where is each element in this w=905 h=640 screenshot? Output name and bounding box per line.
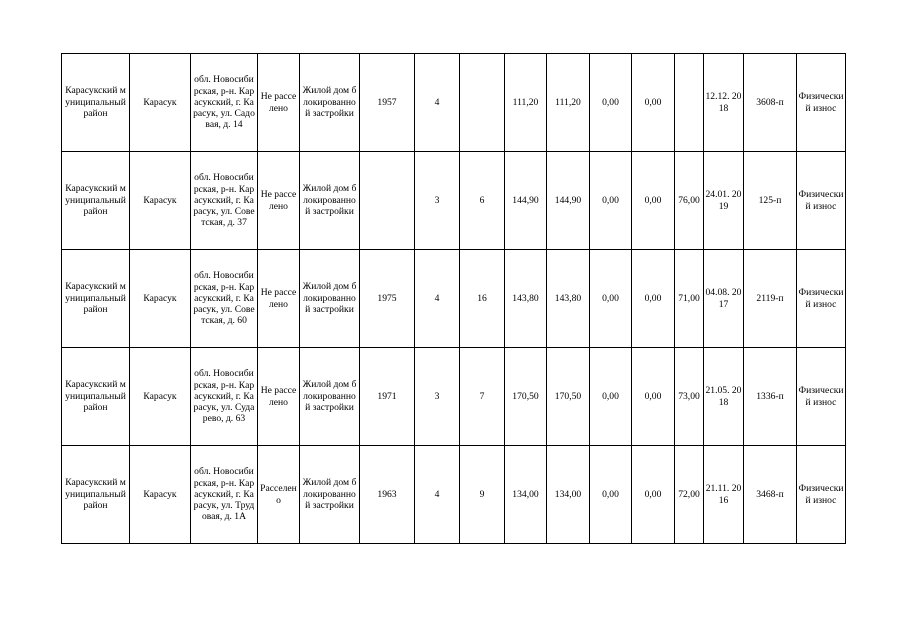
settlement-cell: Карасук [130, 250, 191, 348]
wear-cell [675, 54, 704, 152]
year-cell: 1963 [360, 446, 415, 544]
building-type-cell: Жилой дом блокированной застройки [300, 54, 360, 152]
district-cell: Карасукский муниципальный район [62, 446, 130, 544]
total-area-cell: 111,20 [505, 54, 547, 152]
wear-cell: 71,00 [675, 250, 704, 348]
total-area-cell: 144,90 [505, 152, 547, 250]
decision-number-cell: 2119-п [744, 250, 797, 348]
address-cell: обл. Новосибирская, р-н. Карасукский, г. Карасук, ул. Советская, д. 37 [191, 152, 258, 250]
decision-number-cell: 3468-п [744, 446, 797, 544]
emergency-area-cell: 143,80 [547, 250, 590, 348]
reason-cell: Физический износ [797, 250, 846, 348]
district-cell: Карасукский муниципальный район [62, 152, 130, 250]
table-row [62, 250, 846, 348]
status-cell: Не расселено [258, 54, 300, 152]
emergency-area-cell: 134,00 [547, 446, 590, 544]
district-cell: Карасукский муниципальный район [62, 54, 130, 152]
resettled-area-cell: 0,00 [590, 152, 632, 250]
district-cell: Карасукский муниципальный район [62, 250, 130, 348]
remaining-area-cell: 0,00 [632, 152, 675, 250]
decision-number-cell: 1336-п [744, 348, 797, 446]
building-type-cell: Жилой дом блокированной застройки [300, 348, 360, 446]
residents-cell: 9 [460, 446, 505, 544]
settlement-cell: Карасук [130, 152, 191, 250]
emergency-area-cell: 170,50 [547, 348, 590, 446]
resettled-area-cell: 0,00 [590, 250, 632, 348]
residents-cell: 7 [460, 348, 505, 446]
address-cell: обл. Новосибирская, р-н. Карасукский, г. Карасук, ул. Советская, д. 60 [191, 250, 258, 348]
status-cell: Не расселено [258, 348, 300, 446]
status-cell: Не расселено [258, 152, 300, 250]
building-type-cell: Жилой дом блокированной застройки [300, 446, 360, 544]
settlement-cell: Карасук [130, 348, 191, 446]
residents-cell: 6 [460, 152, 505, 250]
reason-cell: Физический износ [797, 446, 846, 544]
settlement-cell: Карасук [130, 54, 191, 152]
district-cell: Карасукский муниципальный район [62, 348, 130, 446]
decision-date-cell: 21.05. 2018 [704, 348, 744, 446]
floors-cell: 4 [415, 250, 460, 348]
table-row [62, 446, 846, 544]
remaining-area-cell: 0,00 [632, 348, 675, 446]
total-area-cell: 170,50 [505, 348, 547, 446]
status-cell: Расселено [258, 446, 300, 544]
reason-cell: Физический износ [797, 54, 846, 152]
table-row [62, 54, 846, 152]
remaining-area-cell: 0,00 [632, 446, 675, 544]
year-cell: 1957 [360, 54, 415, 152]
address-cell: обл. Новосибирская, р-н. Карасукский, г. Карасук, ул. Сударево, д. 63 [191, 348, 258, 446]
wear-cell: 73,00 [675, 348, 704, 446]
table-row [62, 152, 846, 250]
resettled-area-cell: 0,00 [590, 348, 632, 446]
year-cell [360, 152, 415, 250]
floors-cell: 4 [415, 54, 460, 152]
remaining-area-cell: 0,00 [632, 54, 675, 152]
emergency-area-cell: 144,90 [547, 152, 590, 250]
total-area-cell: 143,80 [505, 250, 547, 348]
table-body [62, 54, 846, 544]
reason-cell: Физический износ [797, 348, 846, 446]
housing-table [61, 53, 846, 544]
wear-cell: 76,00 [675, 152, 704, 250]
decision-date-cell: 24.01. 2019 [704, 152, 744, 250]
settlement-cell: Карасук [130, 446, 191, 544]
floors-cell: 4 [415, 446, 460, 544]
reason-cell: Физический износ [797, 152, 846, 250]
building-type-cell: Жилой дом блокированной застройки [300, 250, 360, 348]
wear-cell: 72,00 [675, 446, 704, 544]
year-cell: 1975 [360, 250, 415, 348]
residents-cell [460, 54, 505, 152]
table-row [62, 348, 846, 446]
decision-date-cell: 12.12. 2018 [704, 54, 744, 152]
floors-cell: 3 [415, 152, 460, 250]
address-cell: обл. Новосибирская, р-н. Карасукский, г. Карасук, ул. Трудовая, д. 1А [191, 446, 258, 544]
decision-number-cell: 125-п [744, 152, 797, 250]
emergency-area-cell: 111,20 [547, 54, 590, 152]
resettled-area-cell: 0,00 [590, 446, 632, 544]
year-cell: 1971 [360, 348, 415, 446]
floors-cell: 3 [415, 348, 460, 446]
building-type-cell: Жилой дом блокированной застройки [300, 152, 360, 250]
residents-cell: 16 [460, 250, 505, 348]
remaining-area-cell: 0,00 [632, 250, 675, 348]
status-cell: Не расселено [258, 250, 300, 348]
decision-date-cell: 04.08. 2017 [704, 250, 744, 348]
decision-date-cell: 21.11. 2016 [704, 446, 744, 544]
resettled-area-cell: 0,00 [590, 54, 632, 152]
address-cell: обл. Новосибирская, р-н. Карасукский, г. Карасук, ул. Садовая, д. 14 [191, 54, 258, 152]
decision-number-cell: 3608-п [744, 54, 797, 152]
total-area-cell: 134,00 [505, 446, 547, 544]
